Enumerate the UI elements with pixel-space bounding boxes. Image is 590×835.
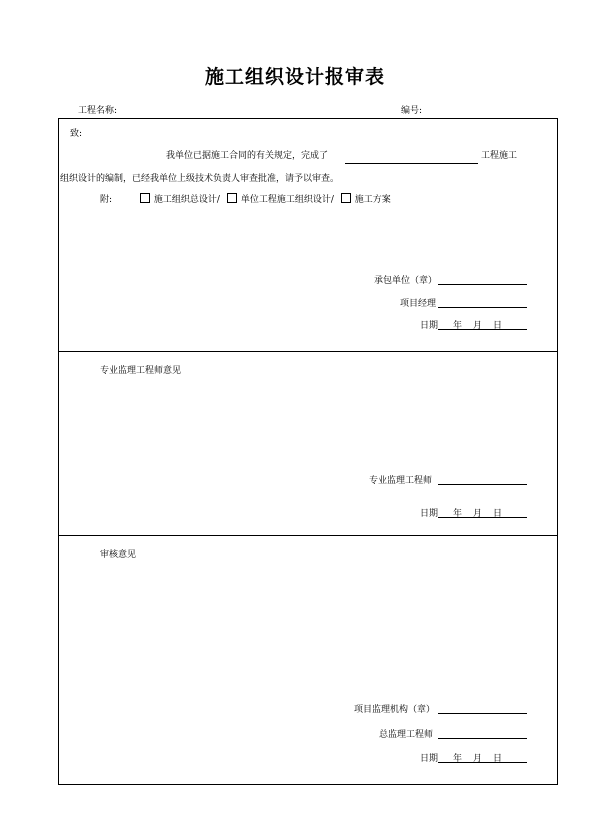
engineer-opinion-heading: 专业监理工程师意见 [100,366,182,376]
date-month: 月 [473,754,483,764]
project-name-label: 工程名称: [78,106,118,116]
date-month: 月 [473,509,483,519]
date-month: 月 [473,321,483,331]
section-divider-1 [58,351,558,352]
engineer-signature-line[interactable] [438,484,527,485]
manager-signature-line[interactable] [438,307,527,308]
page-title: 施工组织设计报审表 [204,66,385,88]
date-line[interactable] [438,517,527,518]
body-line1-end: 工程施工 [481,151,518,161]
chief-engineer-signature-line[interactable] [438,738,527,739]
attachments-row [100,192,395,205]
body-line2: 组织设计的编制，已经我单位上级技术负责人审查批准，请予以审查。 [60,174,340,184]
to-label: 致: [70,129,83,139]
checkbox-construction-plan[interactable] [341,193,351,203]
attach-label: 附: [100,195,113,205]
checkbox-general-design[interactable] [140,193,150,203]
chief-engineer-label: 总监理工程师 [379,730,434,740]
checkbox-unit-design[interactable] [227,193,237,203]
body-line1-start: 我单位已据施工合同的有关规定，完成了 [166,151,329,161]
date-label: 日期 [420,509,439,519]
date-label: 日期 [420,321,439,331]
date-line[interactable] [438,329,527,330]
option-unit-design: 单位工程施工组织设计/ [240,195,334,205]
supervision-org-label: 项目监理机构（章） [354,705,436,715]
date-year: 年 [453,509,463,519]
section-divider-2 [58,535,558,536]
contractor-signature-line[interactable] [438,284,527,285]
date-day: 日 [493,509,503,519]
review-opinion-heading: 审核意见 [100,550,137,560]
date-day: 日 [493,754,503,764]
manager-label: 项目经理 [400,299,437,309]
option-general-design: 施工组织总设计/ [153,195,220,205]
option-construction-plan: 施工方案 [354,195,391,205]
supervision-org-signature-line[interactable] [438,713,527,714]
engineer-label: 专业监理工程师 [369,476,433,486]
contractor-label: 承包单位（章） [374,276,438,286]
date-day: 日 [493,321,503,331]
number-label: 编号: [401,106,423,116]
project-blank-line[interactable] [345,163,478,164]
date-label: 日期 [420,754,439,764]
date-year: 年 [453,754,463,764]
form-table [58,118,558,785]
date-line[interactable] [438,762,527,763]
date-year: 年 [453,321,463,331]
